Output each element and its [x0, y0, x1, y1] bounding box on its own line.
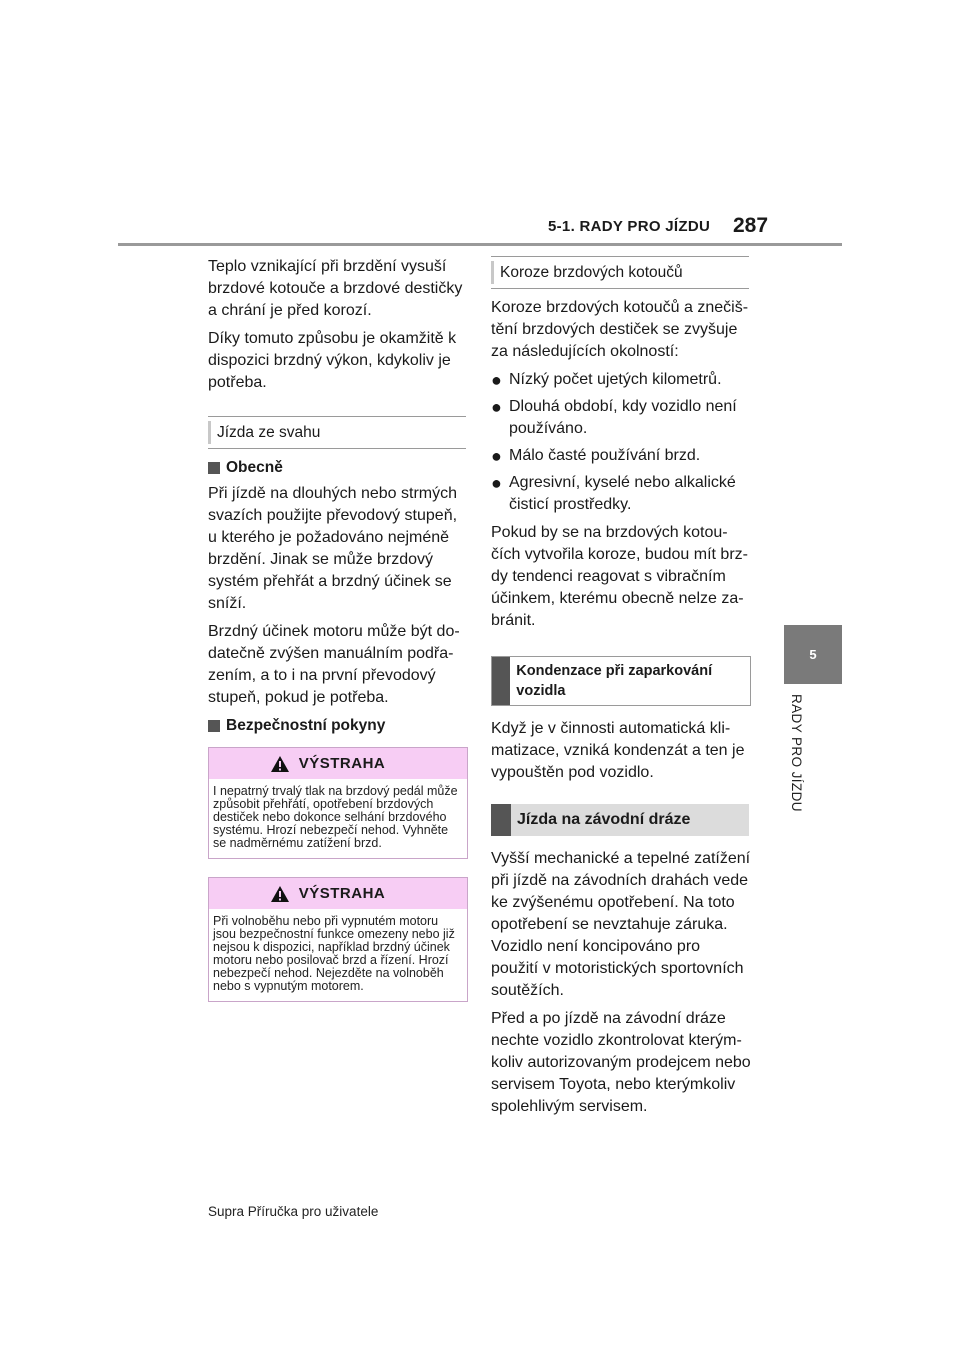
square-bullet-icon	[208, 462, 220, 474]
subheading-safety	[208, 715, 468, 737]
warning-text: I nepatrný trvalý tlak na brzdový pedál může způsobit přehřátí, opotřebení brzdových destiček nebo dokonce selhání brzdového systému. Hrozí nebezpečí nehod. Vyhněte se nadměrnému zatížení brzd.	[213, 784, 458, 850]
section-heading-corrosion	[491, 256, 749, 289]
paragraph: Teplo vznikající při brzdění vysuší brzdové kotouče a brzdové destičky a chrání je před korozí.	[208, 258, 463, 319]
list-item-text: Dlouhá období, kdy vozidlo není používáno.	[509, 398, 737, 437]
list-item	[491, 472, 751, 516]
section-heading-text: Jízda na závodní dráze	[517, 811, 691, 828]
warning-title: VÝSTRAHA	[298, 755, 386, 772]
chapter-tab[interactable]	[784, 625, 842, 684]
section-heading-racetrack	[491, 804, 749, 836]
warning-box	[208, 747, 468, 859]
list-item	[491, 445, 751, 467]
section-heading-text: Koroze brzdových kotoučů	[500, 264, 683, 281]
right-column	[491, 256, 751, 1118]
bullet-dot-icon: ●	[491, 446, 502, 466]
paragraph: Brzdný účinek motoru může být dodatečně zvýšen manuálním podřazením, a to i na první převodový stupeň, pokud je potřeba.	[208, 623, 460, 706]
list-item-text: Málo časté používání brzd.	[509, 447, 701, 464]
header-rule	[118, 243, 842, 246]
list-item	[491, 396, 751, 440]
bullet-dot-icon: ●	[491, 370, 502, 390]
section-heading-text: Jízda ze svahu	[217, 424, 321, 441]
chapter-number: 5	[809, 647, 817, 662]
paragraph: Koroze brzdových kotoučů a znečištění brzdových destiček se zvyšuje za následujících okolností:	[491, 299, 749, 360]
left-column	[208, 256, 468, 1002]
subheading-text: Obecně	[226, 459, 283, 476]
warning-triangle-icon	[271, 886, 289, 902]
section-heading-text: Kondenzace při zaparkování vozidla	[516, 663, 713, 699]
paragraph: Díky tomuto způsobu je okamžitě k dispozici brzdný výkon, kdykoliv je potřeba.	[208, 330, 457, 391]
paragraph: Při jízdě na dlouhých nebo strmých svazích použijte převodový stupeň, u kterého je požadováno nejméně brzdění. Jinak se může brzdový systém přehřát a brzdný účinek se sníží.	[208, 485, 458, 612]
warning-box	[208, 877, 468, 1002]
bullet-dot-icon: ●	[491, 397, 502, 417]
section-heading-condensation	[491, 656, 751, 706]
subheading-text: Bezpečnostní pokyny	[226, 717, 386, 734]
warning-header	[209, 878, 467, 909]
chapter-label: RADY PRO JÍZDU	[789, 694, 804, 812]
paragraph: Vyšší mechanické a tepelné zatížení při jízdě na závodních drahách vede ke zvýšenému opotřebení. Na toto opotřebení se nevztahuje záruka. Vozidlo není koncipováno pro použití v motoristických sportovních soutěžích.	[491, 850, 751, 999]
paragraph: Před a po jízdě na závodní dráze nechte vozidlo zkontrolovat kterýmkoliv autorizovaným prodejcem nebo servisem Toyota, nebo kterýmkoliv spolehlivým servisem.	[491, 1010, 751, 1115]
page-number: 287	[733, 214, 769, 237]
section-heading-downhill	[208, 416, 466, 449]
list-item	[491, 369, 751, 391]
warning-title: VÝSTRAHA	[298, 885, 386, 902]
footer-text: Supra Příručka pro uživatele	[208, 1204, 379, 1219]
warning-text: Při volnoběhu nebo při vypnutém motoru jsou bezpečnostní funkce omezeny nebo již nejsou k dispozici, například brzdný účinek motoru nebo posilovač brzd a řízení. Hrozí nebezpečí nehod. Nejezděte na volnoběh nebo s vypnutým motorem.	[213, 914, 455, 993]
warning-triangle-icon	[271, 756, 289, 772]
subheading-general	[208, 457, 468, 479]
bullet-dot-icon: ●	[491, 473, 502, 493]
section-header: 5-1. RADY PRO JÍZDU	[548, 218, 711, 235]
paragraph: Pokud by se na brzdových kotoučích vytvořila koroze, budou mít brzdy tendenci reagovat s vibračním účinkem, kterému obecně nelze zabránit.	[491, 524, 748, 629]
warning-header	[209, 748, 467, 779]
list-item-text: Nízký počet ujetých kilometrů.	[509, 371, 722, 388]
paragraph: Když je v činnosti automatická klimatizace, vzniká kondenzát a ten je vypouštěn pod vozidlo.	[491, 720, 745, 781]
square-bullet-icon	[208, 720, 220, 732]
list-item-text: Agresivní, kyselé nebo alkalické čisticí prostředky.	[509, 474, 736, 513]
